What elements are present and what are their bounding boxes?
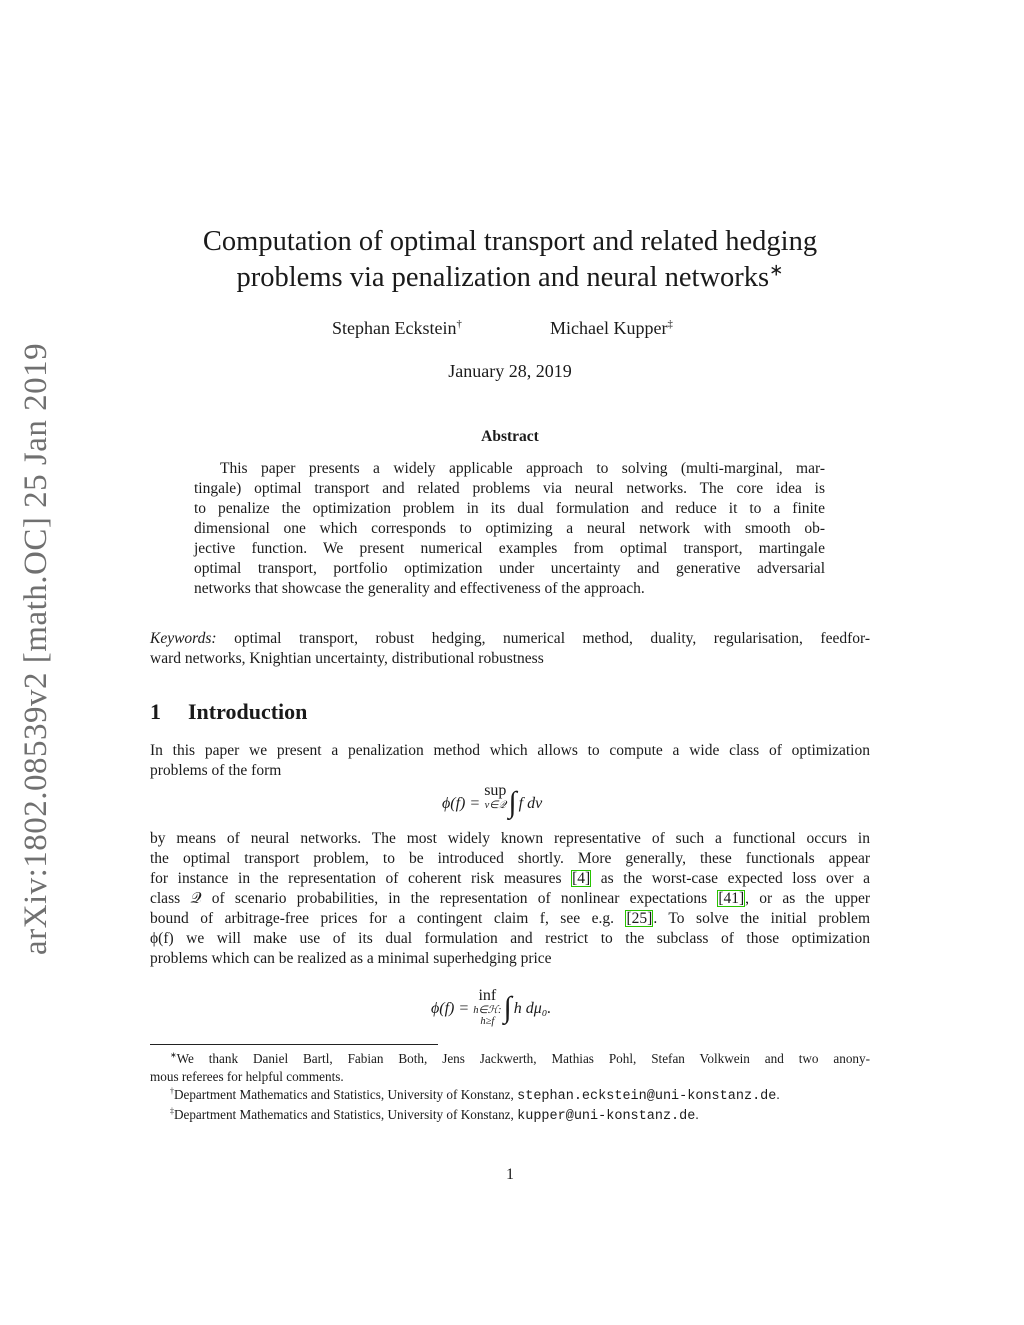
email-link-eckstein[interactable]: stephan.eckstein@uni-konstanz.de [517, 1089, 777, 1104]
body-line: problems of the form [150, 762, 282, 779]
citation-link-25[interactable]: [25] [626, 910, 653, 927]
section-title: Introduction [188, 699, 308, 724]
keywords [150, 629, 870, 669]
body-line: In this paper we present a penalization method which allows to compute a wide class of optimization [150, 742, 870, 759]
citation-link-41[interactable]: [41] [718, 890, 745, 907]
keywords-line-2: ward networks, Knightian uncertainty, distributional robustness [150, 650, 544, 667]
abstract-line: dimensional one which corresponds to optimizing a neural network with smooth ob- [194, 520, 825, 537]
body-line: ϕ(f) we will make use of its dual formulation and restrict to the subclass of those optimization [150, 930, 870, 947]
abstract-line: optimal transport, portfolio optimization under uncertainty and generative adversarial [194, 560, 825, 577]
title-line-1: Computation of optimal transport and related hedging [202, 226, 818, 257]
integral-sign: ∫ [508, 786, 517, 819]
author-footnote-mark[interactable]: † [456, 318, 462, 330]
author-eckstein: Stephan Eckstein† [332, 318, 462, 338]
abstract-line: tingale) optimal transport and related problems via neural networks. The core idea is [194, 480, 825, 497]
body-line: bound of arbitrage-free prices for a contingent claim f, see e.g. [25]. To solve the initial problem [150, 910, 870, 927]
integral-sign: ∫ [503, 991, 512, 1024]
abstract-line: This paper presents a widely applicable approach to solving (multi-marginal, mar- [220, 460, 825, 477]
body-line: for instance in the representation of coherent risk measures [4] as the worst-case expected loss over a [150, 870, 871, 887]
email-link-kupper[interactable]: kupper@uni-konstanz.de [517, 1109, 696, 1124]
footnote-2: †Department Mathematics and Statistics, University of Konstanz, stephan.eckstein@uni-konstanz.de. [170, 1086, 780, 1104]
keywords-label: Keywords: [150, 630, 217, 647]
section-number: 1 [150, 699, 161, 724]
title-line-2: problems via penalization and neural networks∗ [236, 260, 784, 293]
abstract-line: to penalize the optimization problem in its dual formulation and reduce it to a finite [194, 500, 825, 517]
intro-paragraph-2 [150, 829, 870, 969]
keywords-line-1: Keywords: optimal transport, robust hedging, numerical method, duality, regularisation, feedfor- [150, 630, 870, 647]
abstract-line: networks that showcase the generality and effectiveness of the approach. [194, 580, 645, 597]
arxiv-identifier-stamp: arXiv:1802.08539v2 [math.OC] 25 Jan 2019 [18, 342, 54, 955]
footnote-1-line-2: mous referees for helpful comments. [150, 1069, 344, 1084]
footnote-rule [150, 1044, 438, 1045]
abstract-heading: Abstract [481, 428, 539, 445]
body-line: class 𝒬 of scenario probabilities, in the representation of nonlinear expectations [41], or as the upper [150, 890, 870, 907]
abstract-line: jective function. We present numerical examples from optimal transport, martingale [194, 540, 825, 557]
citation-link-4[interactable]: [4] [572, 870, 591, 887]
paper-date: January 28, 2019 [448, 361, 572, 381]
intro-paragraph-1 [150, 741, 870, 781]
section-heading-introduction [150, 699, 307, 725]
page-number: 1 [506, 1166, 514, 1183]
author-footnote-mark[interactable]: ‡ [667, 318, 673, 330]
equation-sup-integral: ϕ(f) = sup ν∈𝒬 ∫ f dν [442, 782, 543, 819]
footnotes [150, 1050, 870, 1126]
paper-title [150, 224, 870, 296]
abstract-body [194, 459, 825, 599]
equation-inf-integral: ϕ(f) = inf h∈ℋ: h≥f ∫ h dμ₀. [431, 987, 552, 1027]
footnote-3: ‡Department Mathematics and Statistics, University of Konstanz, kupper@uni-konstanz.de. [170, 1106, 699, 1124]
body-line: the optimal transport problem, to be introduced shortly. More generally, these functionals appear [150, 850, 870, 867]
author-kupper: Michael Kupper‡ [550, 318, 673, 338]
body-line: by means of neural networks. The most widely known representative of such a functional occurs in [150, 830, 870, 847]
footnote-1-line-1: ∗We thank Daniel Bartl, Fabian Both, Jens Jackwerth, Mathias Pohl, Stefan Volkwein and two anony- [170, 1050, 870, 1066]
title-footnote-mark[interactable]: ∗ [769, 260, 784, 280]
body-line: problems which can be realized as a minimal superhedging price [150, 950, 552, 967]
